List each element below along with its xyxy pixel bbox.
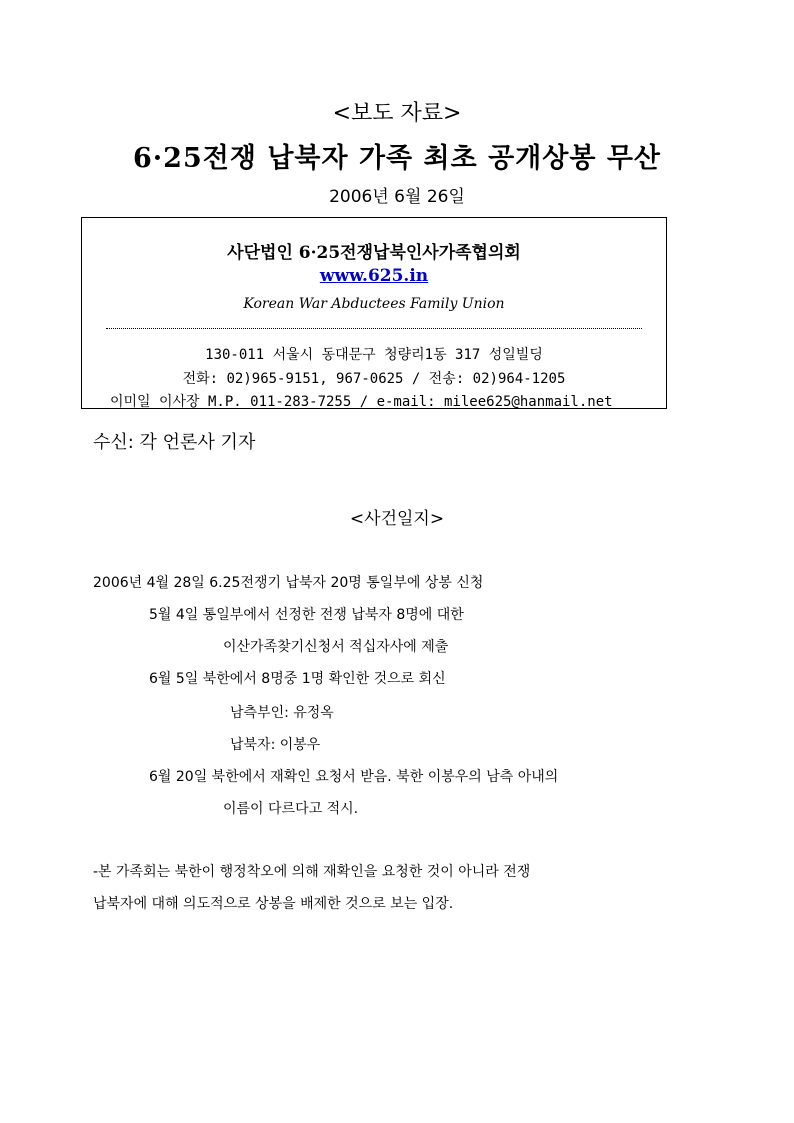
document-date: 2006년 6월 26일 [329, 187, 465, 207]
event-line: 6월 20일 북한에서 재확인 요청서 받음. 북한 이봉우의 남측 아내의 [149, 769, 559, 785]
organization-address: 130-011 서울시 동대문구 청량리1동 317 성일빌딩 [205, 347, 543, 363]
event-line: 이산가족찾기신청서 적십자사에 제출 [223, 639, 449, 655]
event-line: 납북자: 이봉우 [230, 737, 321, 753]
organization-website-link[interactable]: www.625.in [319, 266, 429, 286]
document-label: <보도 자료> [332, 101, 462, 126]
event-line: 2006년 4월 28일 6.25전쟁기 납북자 20명 통일부에 상봉 신청 [93, 575, 484, 591]
statement-line: 납북자에 대해 의도적으로 상봉을 배제한 것으로 보는 입장. [93, 896, 454, 912]
organization-name: 사단법인 6·25전쟁납북인사가족협의회 [227, 243, 521, 263]
organization-english-name: Korean War Abductees Family Union [243, 296, 505, 312]
organization-contact: 이미일 이사장 M.P. 011-283-7255 / e-mail: milee625@hanmail.net [110, 394, 613, 410]
event-line: 6월 5일 북한에서 8명중 1명 확인한 것으로 회신 [149, 671, 446, 687]
events-section-title: <사건일지> [349, 509, 445, 529]
event-line: 이름이 다르다고 적시. [223, 801, 359, 817]
dotted-divider [106, 328, 642, 329]
organization-phone: 전화: 02)965-9151, 967-0625 / 전송: 02)964-1205 [182, 371, 566, 387]
statement-line: -본 가족회는 북한이 행정착오에 의해 재확인을 요청한 것이 아니라 전쟁 [93, 864, 531, 880]
event-line: 5월 4일 통일부에서 선정한 전쟁 납북자 8명에 대한 [149, 607, 464, 623]
event-line: 남측부인: 유정옥 [230, 705, 334, 721]
organization-info-box [81, 217, 667, 409]
recipient-line: 수신: 각 언론사 기자 [93, 432, 256, 453]
document-title: 6·25전쟁 납북자 가족 최초 공개상봉 무산 [133, 143, 661, 174]
